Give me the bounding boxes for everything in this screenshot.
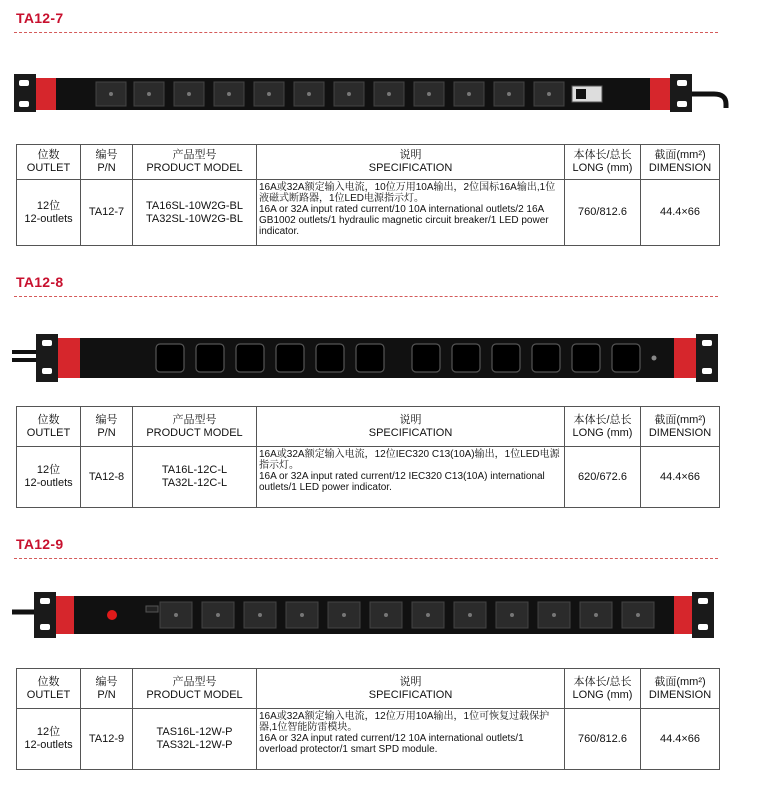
table-row bbox=[17, 180, 720, 246]
spec-table bbox=[16, 144, 720, 246]
header-spec: 说明 SPECIFICATION bbox=[257, 669, 565, 709]
header-pn: 编号 P/N bbox=[81, 145, 133, 180]
header-model: 产品型号 PRODUCT MODEL bbox=[133, 669, 257, 709]
header-long: 本体长/总长 LONG (mm) bbox=[565, 669, 641, 709]
header-dimension: 截面(mm²) DIMENSION bbox=[641, 145, 720, 180]
section-title: TA12-9 bbox=[16, 536, 64, 552]
outlet-cell: 12位 12-outlets bbox=[17, 709, 81, 770]
long-cell: 620/672.6 bbox=[565, 447, 641, 508]
spec-cell: 16A或32A额定输入电流，12位万用10A输出，1位可恢复过载保护器,1位智能防雷模块。 16A or 32A input rated current/12 10A international outlets/1 overload protector/1 smart SPD module. bbox=[257, 709, 565, 770]
header-outlet: 位数 OUTLET bbox=[17, 407, 81, 447]
pdu-strip-image bbox=[12, 330, 728, 388]
header-outlet: 位数 OUTLET bbox=[17, 145, 81, 180]
pn-cell: TA12-8 bbox=[81, 447, 133, 508]
header-spec: 说明 SPECIFICATION bbox=[257, 407, 565, 447]
long-cell: 760/812.6 bbox=[565, 180, 641, 246]
table-header-row bbox=[17, 669, 720, 709]
pdu-strip-image bbox=[12, 590, 724, 640]
pn-cell: TA12-7 bbox=[81, 180, 133, 246]
section-title: TA12-8 bbox=[16, 274, 64, 290]
model-cell: TA16SL-10W2G-BL TA32SL-10W2G-BL bbox=[133, 180, 257, 246]
table-header-row bbox=[17, 407, 720, 447]
spec-table bbox=[16, 668, 720, 770]
divider bbox=[14, 32, 718, 33]
table-row bbox=[17, 447, 720, 508]
header-pn: 编号 P/N bbox=[81, 669, 133, 709]
header-long: 本体长/总长 LONG (mm) bbox=[565, 407, 641, 447]
header-dimension: 截面(mm²) DIMENSION bbox=[641, 669, 720, 709]
header-spec: 说明 SPECIFICATION bbox=[257, 145, 565, 180]
dimension-cell: 44.4×66 bbox=[641, 709, 720, 770]
spec-table bbox=[16, 406, 720, 508]
header-long: 本体长/总长 LONG (mm) bbox=[565, 145, 641, 180]
long-cell: 760/812.6 bbox=[565, 709, 641, 770]
spec-cell: 16A或32A额定输入电流，12位IEC320 C13(10A)输出，1位LED电源指示灯。 16A or 32A input rated current/12 IEC320 C13(10A) international outlets/1 LED power indicator. bbox=[257, 447, 565, 508]
model-cell: TA16L-12C-L TA32L-12C-L bbox=[133, 447, 257, 508]
divider bbox=[14, 296, 718, 297]
header-pn: 编号 P/N bbox=[81, 407, 133, 447]
pdu-strip-image bbox=[14, 68, 734, 120]
pn-cell: TA12-9 bbox=[81, 709, 133, 770]
header-dimension: 截面(mm²) DIMENSION bbox=[641, 407, 720, 447]
dimension-cell: 44.4×66 bbox=[641, 447, 720, 508]
divider bbox=[14, 558, 718, 559]
section-title: TA12-7 bbox=[16, 10, 64, 26]
table-row bbox=[17, 709, 720, 770]
outlet-cell: 12位 12-outlets bbox=[17, 180, 81, 246]
model-cell: TAS16L-12W-P TAS32L-12W-P bbox=[133, 709, 257, 770]
dimension-cell: 44.4×66 bbox=[641, 180, 720, 246]
spec-cell: 16A或32A额定输入电流，10位万用10A输出，2位国标16A输出,1位液磁式断路器，1位LED电源指示灯。 16A or 32A input rated current/10 10A international outlets/2 16A GB1002 outlets/1 hydraulic magnetic circuit breaker/1 LED power indicator. bbox=[257, 180, 565, 246]
table-header-row bbox=[17, 145, 720, 180]
outlet-cell: 12位 12-outlets bbox=[17, 447, 81, 508]
header-model: 产品型号 PRODUCT MODEL bbox=[133, 145, 257, 180]
header-model: 产品型号 PRODUCT MODEL bbox=[133, 407, 257, 447]
header-outlet: 位数 OUTLET bbox=[17, 669, 81, 709]
